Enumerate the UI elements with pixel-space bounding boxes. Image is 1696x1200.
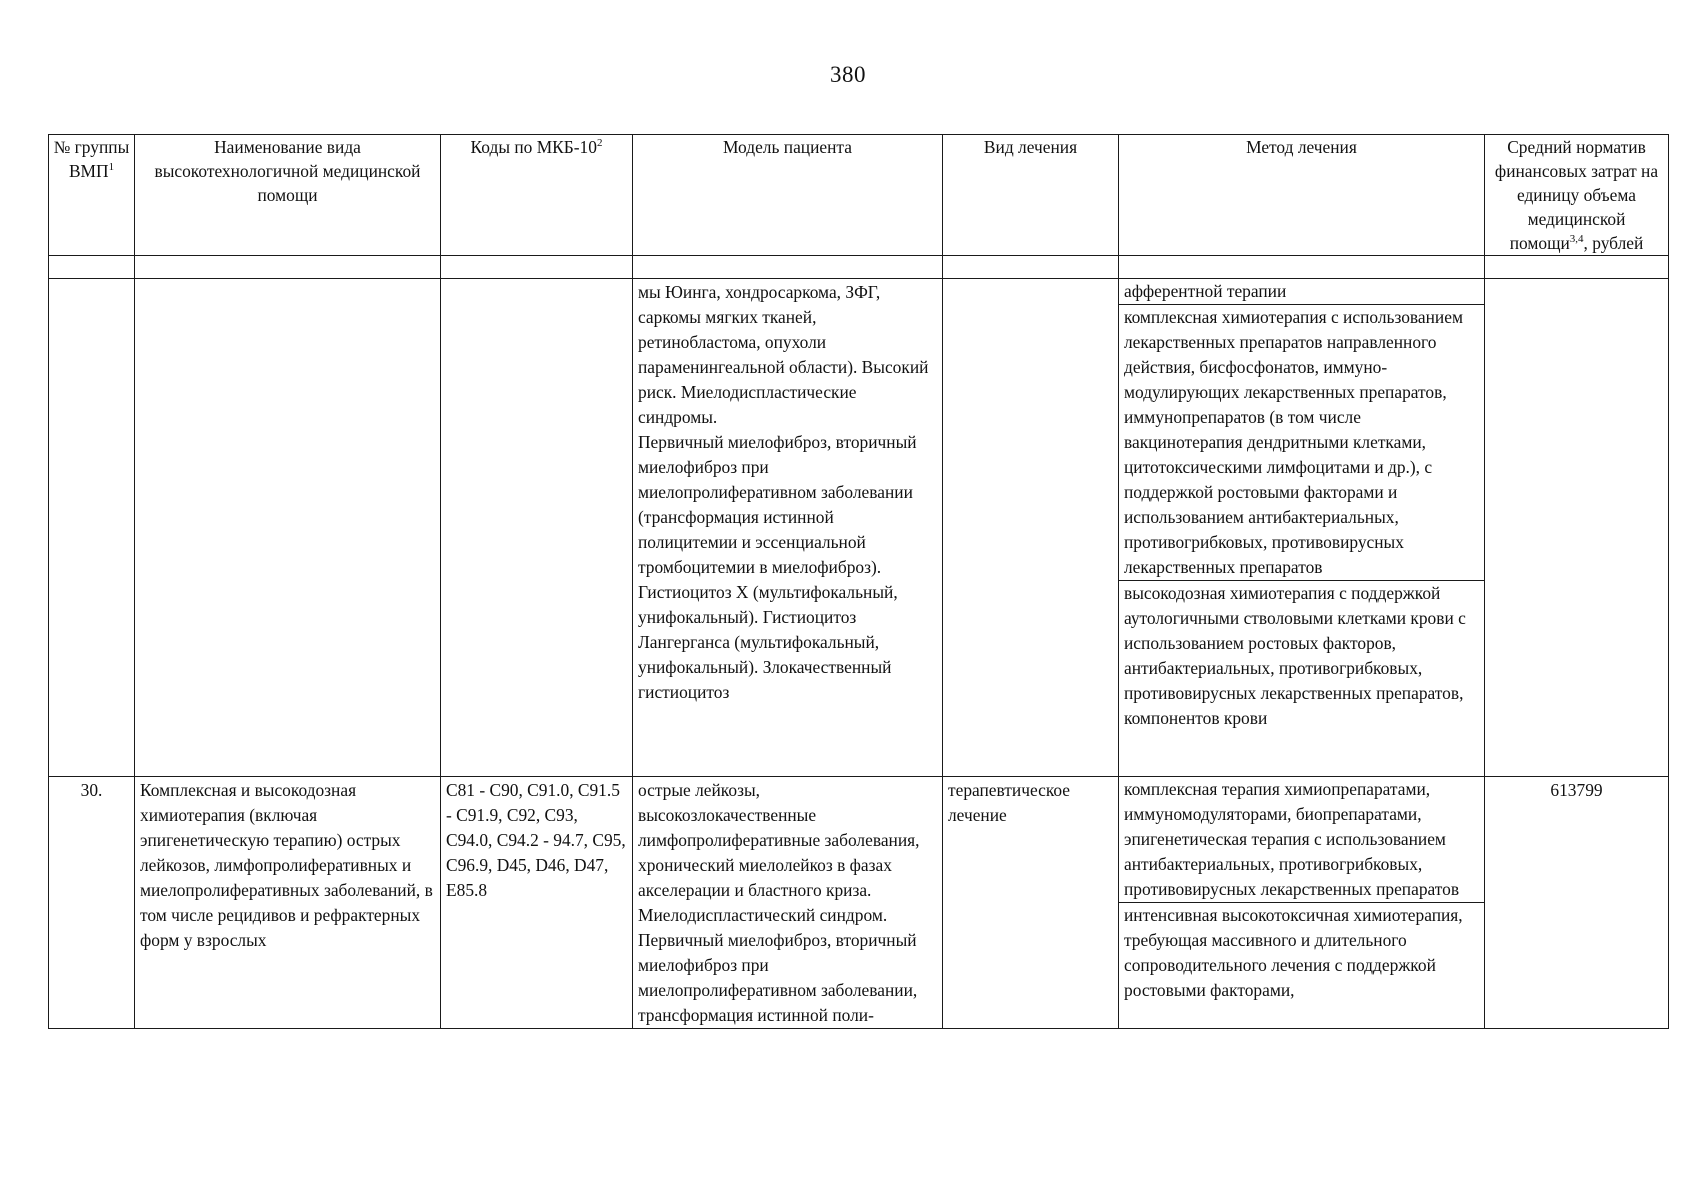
spacer-cell [441,256,633,279]
method-item: афферентной терапии [1124,281,1287,301]
vmp-table [48,134,1669,1029]
page-number: 380 [830,62,866,87]
spacer-cell [633,256,943,279]
cell-name: Комплексная и высокодозная химиотерапия (включая эпигенетическую терапию) острых лейкозов, лимфопролиферативных и миелопролиферативных заболеваний, в том числе рецидивов и рефрактерных форм у взрослых [135,777,441,1029]
header-group-no: № группы ВМП$^1$ [49,135,135,256]
spacer-cell [1119,256,1485,279]
table-spacer-row [49,256,1669,279]
header-icd-codes: Коды по МКБ-$10^2$ [441,135,633,256]
table-row [49,279,1669,777]
table-header-row [49,135,1669,256]
cell-treatment-methods [1119,777,1485,1029]
method-item: интенсивная высокотоксичная химиотерапия, требующая массивного и длительного сопроводительного лечения с поддержкой ростовыми факторами, [1119,902,1484,1003]
header-patient-model: Модель пациента [633,135,943,256]
cell-group-no: 30. [49,777,135,1029]
spacer-cell [943,256,1119,279]
cell-treatment-methods [1119,279,1485,777]
cell-patient-model: мы Юинга, хондросаркома, ЗФГ, саркомы мягких тканей, ретинобластома, опухоли параменингеальной области). Высокий риск. Миелодиспластические синдромы. Первичный миелофиброз, вторичный миелофиброз при миелопролиферативном заболевании (трансформация истинной полицитемии и эссенциальной тромбоцитемии в миелофиброз). Гистиоцитоз Х (мультифокальный, унифокальный). Гистиоцитоз Лангерганса (мультифокальный, унифокальный). Злокачественный гистиоцитоз [633,279,943,777]
header-treatment-type: Вид лечения [943,135,1119,256]
header-name: Наименование вида высокотехнологичной медицинской помощи [135,135,441,256]
cell-icd-codes [441,279,633,777]
cell-treatment-type: терапевтическое лечение [943,777,1119,1029]
method-item: комплексная терапия химиопрепаратами, иммуномодуляторами, биопрепаратами, эпигенетическая терапия с использованием антибактериальных, противогрибковых, противовирусных лекарственных препаратов [1124,779,1460,899]
cell-patient-model: острые лейкозы, высокозлокачественные лимфопролиферативные заболевания, хронический миелолейкоз в фазах акселерации и бластного криза. Миелодиспластический синдром. Первичный миелофиброз, вторичный миелофиброз при миелопролиферативном заболевании, трансформация истинной поли- [633,777,943,1029]
table-row [49,777,1669,1029]
cell-treatment-type [943,279,1119,777]
header-treatment-method: Метод лечения [1119,135,1485,256]
spacer-cell [1485,256,1669,279]
method-item: комплексная химиотерапия с использованием лекарственных препаратов направленного действия, бисфосфонатов, иммуно-модулирующих лекарственных препаратов, иммунопрепаратов (в том числе вакцинотерапия дендритными клетками, цитотоксическими лимфоцитами и др.), с поддержкой ростовыми факторами и использованием антибактериальных, противогрибковых, противовирусных лекарственных препаратов [1119,304,1484,580]
cell-icd-codes: C81 - C90, C91.0, C91.5 - C91.9, C92, C93, C94.0, C94.2 - 94.7, C95, C96.9, D45, D46, D47, E85.8 [441,777,633,1029]
cell-avg-cost [1485,279,1669,777]
cell-group-no [49,279,135,777]
method-item: высокодозная химиотерапия с поддержкой аутологичными стволовыми клетками крови с использованием ростовых факторов, антибактериальных, противогрибковых, противовирусных лекарственных препаратов, компонентов крови [1119,580,1484,731]
spacer-cell [135,256,441,279]
cell-name [135,279,441,777]
spacer-cell [49,256,135,279]
header-avg-cost: Средний норматив финансовых затрат на единицу объема медицинской помощи$^{3,4}$, рублей [1485,135,1669,256]
cell-avg-cost: 613799 [1485,777,1669,1029]
